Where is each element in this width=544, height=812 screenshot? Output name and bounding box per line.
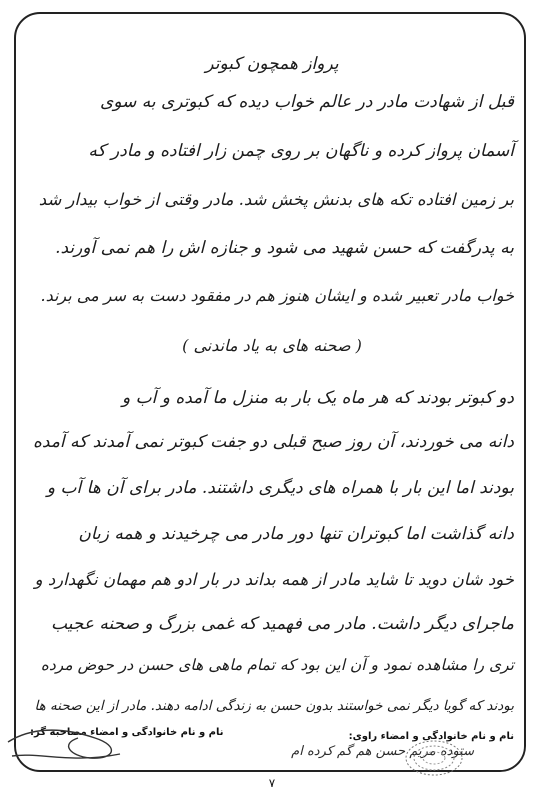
paragraph-line-4: به پدرگفت که حسن شهید می شود و جنازه اش را هم نمی آورند. [55, 238, 514, 258]
section-line-2: دانه می خوردند، آن روز صبح قبلی دو جفت کبوتر نمی آمدند که آمده [32, 432, 514, 452]
paragraph-line-5: خواب مادر تعبیر شده و ایشان هنوز هم در مفقود دست به سر می برند. [40, 286, 514, 305]
section-line-6: ماجرای دیگر داشت. مادر می فهمید که غمی بزرگ و صحنه عجیب [51, 614, 514, 634]
paragraph-line-2: آسمان پرواز کرده و ناگهان بر روی چمن زار افتاده و مادر که [88, 141, 514, 161]
section-line-4: دانه گذاشت اما کبوتران تنها دور مادر می چرخیدند و همه زبان [78, 524, 514, 544]
narrator-signature-text: ستوده مریم حسن هم گم کرده ام [291, 744, 474, 759]
section-line-5: خود شان دوید تا شاید مادر از همه بداند در بار ادو هم مهمان نگهدارد و [34, 570, 514, 589]
paragraph-line-1: قبل از شهادت مادر در عالم خواب دیده که کبوتری به سوی [100, 92, 514, 112]
document-title: پرواز همچون کبوتر [205, 54, 339, 74]
interviewer-signature-label: نام و نام خانوادگی و امضاء مصاحبه گر: [30, 727, 224, 738]
paragraph-line-3: بر زمین افتاده تکه های بدنش پخش شد. مادر وقتی از خواب بیدار شد [38, 190, 514, 209]
narrator-signature-label: نام و نام خانوادگی و امضاء راوی: [348, 731, 514, 742]
section-line-3: بودند اما این بار با همراه های دیگری داشتند. مادر برای آن ها آب و [46, 478, 514, 498]
section-line-1: دو کبوتر بودند که هر ماه یک بار به منزل ما آمده و آب و [121, 388, 514, 408]
section-line-8: بودند که گویا دیگر نمی خواستند بدون حسن به زندگی ادامه دهند. مادر از این صحنه ها [34, 698, 514, 714]
section-line-7: تری را مشاهده نمود و آن این بود که تمام ماهی های حسن در حوض مرده [40, 656, 514, 674]
fingerprint-mark [400, 736, 470, 780]
interviewer-signature-mark [0, 708, 140, 778]
page-number: ۷ [268, 776, 276, 790]
section-heading: ( صحنه های به یاد ماندنی ) [182, 336, 362, 355]
